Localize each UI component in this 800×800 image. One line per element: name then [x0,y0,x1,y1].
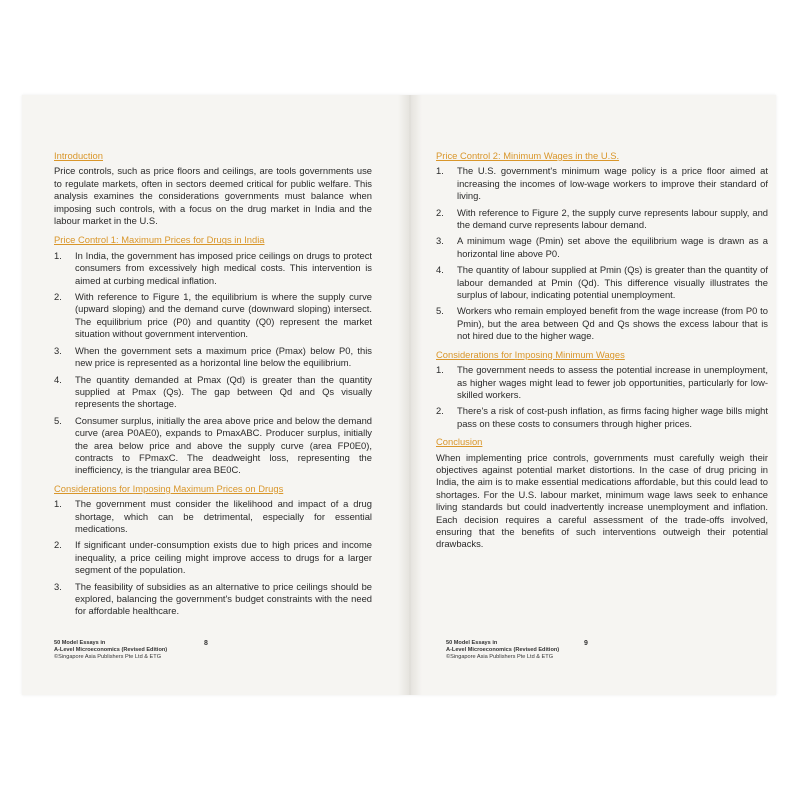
item-number: 1. [436,364,444,376]
considerations-drugs-heading: Considerations for Imposing Maximum Prices on Drugs [54,482,284,494]
conclusion-heading: Conclusion [436,436,483,448]
item-number: 5. [436,305,444,317]
price-control-2-heading: Price Control 2: Minimum Wages in the U.S. [436,150,620,161]
item-number: 3. [54,580,62,592]
right-page [422,95,776,695]
item-text: The quantity demanded at Pmax (Qd) is greater than the quantity supplied at Pmax (Qs). The gap between Qd and Qs visually represents the shortage. [75,373,372,410]
item-text: With reference to Figure 2, the supply curve represents labour supply, and the demand curve represents labour demand. [457,206,768,231]
list-item [436,207,768,232]
footer-book-title: A-Level Microeconomics (Revised Edition) [446,647,560,653]
item-text: Workers who remain employed benefit from the wage increase (from P0 to Pmin), but the area between Qd and Qs shows the excess labour that is not hired due to the higher wage. [457,305,768,342]
item-text: There's a risk of cost-push inflation, as firms facing higher wage bills might pass on these costs to consumers through higher prices. [457,405,768,429]
list-item [436,165,768,202]
list-item [54,291,372,341]
conclusion-paragraph: When implementing price controls, governments must carefully weigh their objectives against potential market distortions. In the case of drug pricing in India, the aim is to make essential medications affordable, but this could lead to shortages. For the U.S. labour market, minimum wage laws seek to enhance living standards but could inadvertently increase unemployment and inflation. Each decision requires a careful assessment of the trade-offs involved, ensuring that the benefits of such interventions outweigh their potential drawbacks. [436,451,768,550]
list-item [436,264,768,301]
list-item [54,345,372,370]
left-page-content [54,150,372,624]
right-page-content [436,150,768,558]
item-text: Consumer surplus, initially the area above price and below the demand curve (area P0AE0), expands to PmaxABC. Producer surplus, initially the area below price and above the supply curve (area FP0E0), contracts to FPmaxC. The deadweight loss, representing the inefficiency, is the triangular area BE0C. [75,414,372,476]
item-number: 3. [436,235,444,247]
price-control-1-heading: Price Control 1: Maximum Prices for Drugs in India [54,234,265,246]
page-number: 8 [204,640,208,647]
item-number: 2. [54,291,62,303]
considerations-wages-list [436,364,768,430]
item-text: The U.S. government's minimum wage policy is a price floor aimed at increasing the incomes of low-wage workers to improve their standard of living. [457,165,768,202]
footer-series-title: 50 Model Essays in [54,640,106,646]
list-item [436,364,768,401]
item-number: 1. [54,498,62,510]
list-item [54,250,372,287]
footer-book-title: A-Level Microeconomics (Revised Edition) [54,647,168,653]
book-gutter [398,95,422,695]
item-number: 4. [54,373,62,385]
item-text: The government needs to assess the potential increase in unemployment, as higher wages might lead to fewer job opportunities, particularly for low-skilled workers. [457,364,768,400]
list-item [54,581,372,618]
list-item [436,305,768,342]
item-text: A minimum wage (Pmin) set above the equilibrium wage is drawn as a horizontal line above P0. [457,235,768,259]
item-number: 2. [436,405,444,417]
price-control-2-list [436,165,768,342]
considerations-wages-heading: Considerations for Imposing Minimum Wages [436,348,625,360]
left-page-footer [54,640,167,661]
footer-copyright: ©Singapore Asia Publishers Pte Ltd & ETG [54,654,162,660]
item-text: With reference to Figure 1, the equilibrium is where the supply curve (upward sloping) and the demand curve (downward sloping) intersect. The equilibrium price (P0) and quantity (Q0) represent the market situation without government intervention. [75,291,372,340]
item-number: 1. [54,249,62,261]
item-text: The quantity of labour supplied at Pmin (Qs) is greater than the quantity of labour demanded at Pmin (Qd). This difference visually illustrates the surplus of labour, indicating potential unemployment. [457,264,768,301]
right-page-footer [446,640,559,661]
price-control-1-list [54,250,372,477]
item-number: 1. [436,165,444,177]
item-number: 3. [54,344,62,356]
list-item [54,415,372,477]
book-spread [22,95,776,695]
item-text: When the government sets a maximum price (Pmax) below P0, this new price is represented as a horizontal line below the equilibrium. [75,344,372,369]
considerations-drugs-list [54,498,372,618]
list-item [54,539,372,576]
footer-series-title: 50 Model Essays in [446,640,498,646]
list-item [54,498,372,535]
introduction-heading: Introduction [54,150,103,161]
list-item [54,374,372,411]
item-text: In India, the government has imposed price ceilings on drugs to protect consumers from excessively high medical costs. This intervention is aimed at curbing medical inflation. [75,249,372,286]
item-number: 5. [54,414,62,426]
item-number: 4. [436,264,444,276]
introduction-paragraph: Price controls, such as price floors and ceilings, are tools governments use to regulate markets, often in sectors deemed critical for public welfare. This analysis examines the considerations governments must balance when imposing such controls, with a focus on the drug market in India and the labour market in the U.S. [54,165,372,227]
list-item [436,405,768,430]
list-item [436,235,768,260]
footer-copyright: ©Singapore Asia Publishers Pte Ltd & ETG [446,654,554,660]
item-text: The feasibility of subsidies as an alternative to price ceilings should be explored, balancing the government's budget constraints with the need for affordable healthcare. [75,580,372,617]
item-text: The government must consider the likelihood and impact of a drug shortage, which can be detrimental, especially for essential medications. [75,498,372,534]
page-number: 9 [584,640,588,647]
item-number: 2. [436,206,444,218]
item-number: 2. [54,539,62,551]
item-text: If significant under-consumption exists due to high prices and income inequality, a price ceiling might improve access to drugs for a larger segment of the population. [75,539,372,576]
left-page [22,95,398,695]
